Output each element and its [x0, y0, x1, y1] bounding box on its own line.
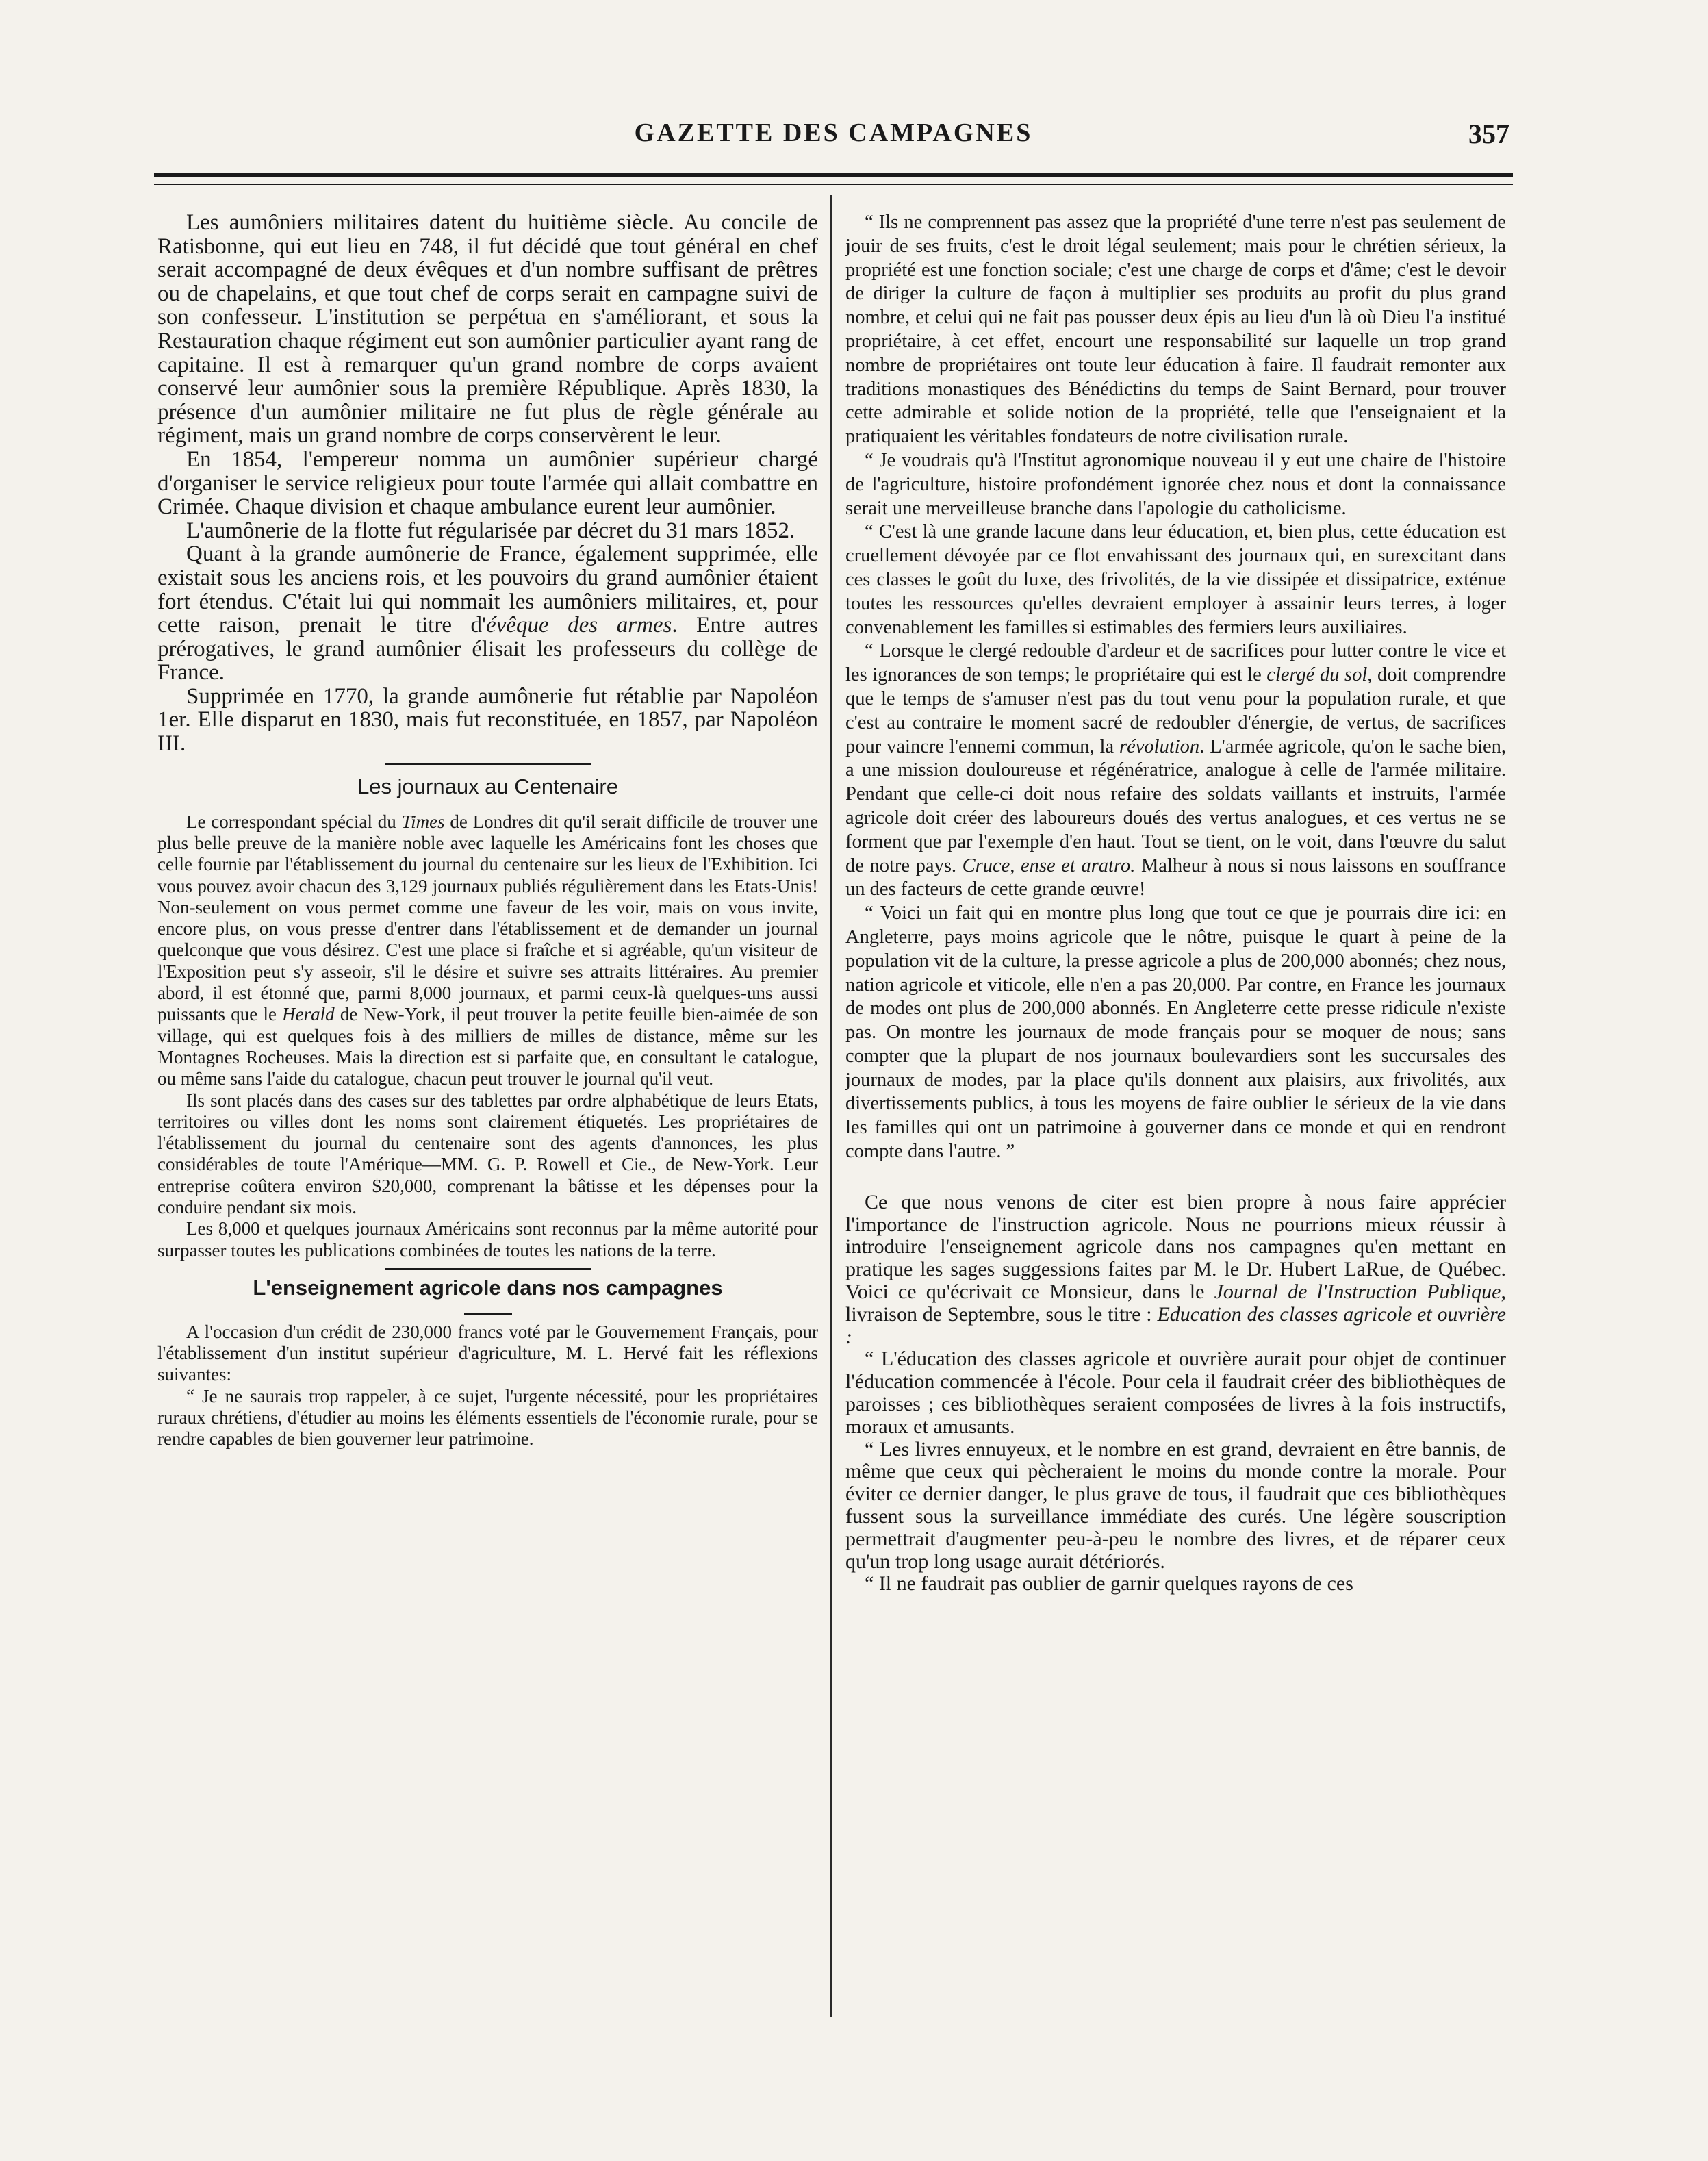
- paragraph: “ Je voudrais qu'à l'Institut agronomique nouveau il y eut une chaire de l'histoire de l'agriculture, histoire profondément ignorée chez nous et dont la connaissance serait une merveilleuse branche dans l'apologie du catholicisme.: [845, 449, 1506, 519]
- paragraph: Supprimée en 1770, la grande aumônerie fut rétablie par Napoléon 1er. Elle disparut en 1830, mais fut reconstituée, en 1857, par Napoléon III.: [157, 683, 818, 757]
- header-rule-thick: [154, 173, 1513, 177]
- left-column: [157, 211, 818, 1450]
- paragraph: Les 8,000 et quelques journaux Américains sont reconnus par la même autorité pour surpasser toutes les publications combinées de toutes les nations de la terre.: [157, 1218, 818, 1261]
- paragraph: Les aumôniers militaires datent du huitième siècle. Au concile de Ratisbonne, qui eut lieu en 748, il fut décidé que tout général en chef serait accompagné de deux évêques et d'un nombre suffisant de prêtres ou de chapelains, et que tout chef de corps serait en campagne suivi de son confesseur. L'institution se perpétua en s'améliorant, et sous la Restauration chaque régiment eut son aumônier particulier ayant rang de capitaine. Il est à remarquer qu'un grand nombre de corps avaient conservé leur aumônier sous la première République. Après 1830, la présence d'un aumônier militaire ne fut plus de règle générale au régiment, mais un grand nombre de corps conservèrent le leur.: [157, 210, 818, 448]
- right-column: [845, 211, 1506, 1595]
- paragraph: En 1854, l'empereur nomma un aumônier supérieur chargé d'organiser le service religieux pour toute l'armée qui allait combattre en Crimée. Chaque division et chaque ambulance eurent leur aumônier.: [157, 446, 818, 520]
- paragraph: “ Les livres ennuyeux, et le nombre en est grand, devraient en être bannis, de même que ceux qui pècheraient le moins du monde contre la morale. Pour éviter ce dernier danger, le plus grave de tous, il faudrait que ces bibliothèques fussent sous la surveillance immédiate des curés. Une légère souscription permettrait d'augmenter peu-à-peu le nombre des livres, et de réparer ceux qu'un trop long usage aurait détériorés.: [845, 1437, 1506, 1573]
- spacer: [845, 1164, 1506, 1191]
- paragraph: “ Lorsque le clergé redouble d'ardeur et de sacrifices pour lutter contre le vice et les ignorances de son temps; le propriétaire qui est le clergé du sol, doit comprendre que le temps de s'amuser n'est pas du tout venu pour la population rurale, et que c'est au contraire le moment sacré de redoubler d'énergie, de vertus, de sacrifices pour vaincre l'ennemi commun, la révolution. L'armée agricole, qu'on le sache bien, a une mission douloureuse et régénératrice, analogue à celle de l'armée militaire. Pendant que celle-ci doit nous refaire des soldats vaillants et instruits, l'armée agricole doit créer des laboureurs doués des vertus analogues, et ces vertus ne se forment que par l'exemple d'en haut. Tout se tient, on le voit, dans l'œuvre du salut de notre pays. Cruce, ense et aratro. Malheur à nous si nous laissons en souffrance un des facteurs de cette grande œuvre!: [845, 640, 1506, 900]
- column-divider: [830, 195, 832, 2017]
- paragraph: L'aumônerie de la flotte fut régularisée par décret du 31 mars 1852.: [186, 518, 795, 543]
- paragraph: Le correspondant spécial du Times de Londres dit qu'il serait difficile de trouver une plus belle preuve de la manière noble avec laquelle les Américains font les choses que celle fournie par l'établissement du journal du centenaire sur les lieux de l'Exhibition. Ici vous pouvez avoir chacun des 3,129 journaux publiés régulièrement dans les Etats-Unis! Non-seulement on vous permet comme une faveur de les voir, mais on vous invite, encore plus, on vous presse d'entrer dans l'établissement et de demander un journal quelconque que vous désirez. C'est une place si fraîche et si agréable, qu'un visiteur de l'Exposition peut s'y asseoir, s'il le désire et suivre ses attraits littéraires. Au premier abord, il est étonné que, parmi 8,000 journaux, et parmi ceux-là quelques-uns aussi puissants que le Herald de New-York, il peut trouver la petite feuille bien-aimée de son village, qui est quelques fois à des milliers de milles de distance, même sur les Montagnes Rocheuses. Mais la direction est si parfaite que, en consultant le catalogue, ou même sans l'aide du catalogue, chacun peut trouver le journal qu'il veut.: [157, 811, 818, 1089]
- short-divider: [464, 1313, 512, 1315]
- paragraph: A l'occasion d'un crédit de 230,000 francs voté par le Gouvernement Français, pour l'établissement d'un institut supérieur d'agriculture, M. L. Hervé fait les réflexions suivantes:: [157, 1321, 818, 1385]
- paragraph: “ Voici un fait qui en montre plus long que tout ce que je pourrais dire ici: en Angleterre, pays moins agricole que le nôtre, puisque le quart à peine de la population vit de la culture, la presse agricole a plus de 200,000 abonnés; chez nous, nation agricole et viticole, elle n'en a pas 20,000. Par contre, en France les journaux de modes ont plus de 200,000 abonnés. En Angleterre cette presse ridicule n'existe pas. On montre les journaux de mode français pour se moquer de nous; sans compter que la plupart de nos journaux boulevardiers sont les succursales des journaux de modes, par la place qu'ils donnent aux plaisirs, aux frivolités, aux divertissements publics, à tous les moyens de faire oublier le sérieux de la vie dans les familles qui ont un patrimoine à gouverner dans ce monde et qui en rendront compte dans l'autre. ”: [845, 902, 1506, 1163]
- paragraph: “ C'est là une grande lacune dans leur éducation, et, bien plus, cette éducation est cruellement dévoyée par ce flot envahissant des journaux qui, en surexcitant dans ces classes le goût du luxe, des frivolités, de la vie dissipée et dissipatrice, exténue toutes les ressources qu'elles devraient employer à assainir leurs terres, à loger convenablement les familles si estimables des fermiers leurs auxiliaires.: [845, 521, 1506, 638]
- page-header: [157, 118, 1509, 159]
- paragraph: “ Ils ne comprennent pas assez que la propriété d'une terre n'est pas seulement de jouir de ses fruits, c'est le droit légal seulement; mais pour le chrétien sérieux, la propriété est une fonction sociale; c'est une charge de corps et d'âme; c'est le devoir de diriger la culture de façon à multiplier ses produits au profit du plus grand nombre, et celui qui ne fait pas pousser deux épis au lieu d'un là où Dieu l'a institué propriétaire, à cet effet, encourt une responsabilité sur laquelle un trop grand nombre de propriétaires ont toute leur éducation à faire. Il faudrait remonter aux traditions monastiques des Bénédictins du temps de Saint Bernard, pour trouver cette admirable et solide notion de la propriété, telle que l'enseignaient et la pratiquaient les véritables fondateurs de notre civilisation rurale.: [845, 212, 1506, 448]
- paragraph: “ Je ne saurais trop rappeler, à ce sujet, l'urgente nécessité, pour les propriétaires ruraux chrétiens, d'étudier au moins les éléments essentiels de l'économie rurale, pour se rendre capables de bien gouverner leur patrimoine.: [157, 1385, 818, 1450]
- newspaper-title: GAZETTE DES CAMPAGNES: [634, 118, 1033, 147]
- paragraph: Ils sont placés dans des cases sur des tablettes par ordre alphabétique de leurs Etats, territoires ou villes dont les noms sont clairement étiquetés. Les propriétaires de l'établissement du journal du centenaire sont des agents d'annonces, les plus considérables de toute l'Amérique—MM. G. P. Rowell et Cie., de New-York. Leur entreprise coûtera environ $20,000, comprenant la bâtisse et les dépenses pour la conduire pendant six mois.: [157, 1089, 818, 1217]
- paragraph: Quant à la grande aumônerie de France, également supprimée, elle existait sous les anciens rois, et les pouvoirs du grand aumônier étaient fort étendus. C'était lui qui nommait les aumôniers militaires, et, pour cette raison, prenait le titre d'évêque des armes. Entre autres prérogatives, le grand aumônier élisait les professeurs du collège de France.: [157, 542, 818, 685]
- paragraph: “ Il ne faudrait pas oublier de garnir quelques rayons de ces: [865, 1572, 1353, 1595]
- section-divider: [385, 763, 591, 765]
- section-heading: L'enseignement agricole dans nos campagnes: [253, 1275, 723, 1300]
- section-heading: Les journaux au Centenaire: [357, 774, 618, 798]
- paragraph: Ce que nous venons de citer est bien propre à nous faire apprécier l'importance de l'instruction agricole. Nous ne pourrions mieux réussir à introduire l'enseignement agricole dans nos campagnes qu'en mettant en pratique les sages suggessions faites par M. le Dr. Hubert LaRue, de Québec. Voici ce qu'écrivait ce Monsieur, dans le Journal de l'Instruction Publique, livraison de Septembre, sous le titre : Education des classes agricole et ouvrière :: [845, 1190, 1506, 1348]
- page-number: 357: [1468, 118, 1509, 149]
- header-rule-thin: [154, 184, 1513, 185]
- paragraph: “ L'éducation des classes agricole et ouvrière aurait pour objet de continuer l'éducation commencée à l'école. Pour cela il faudrait créer des bibliothèques de paroisses ; ces bibliothèques seraient composées de livres à la fois instructifs, moraux et amusants.: [845, 1348, 1506, 1438]
- section-divider: [385, 1268, 591, 1270]
